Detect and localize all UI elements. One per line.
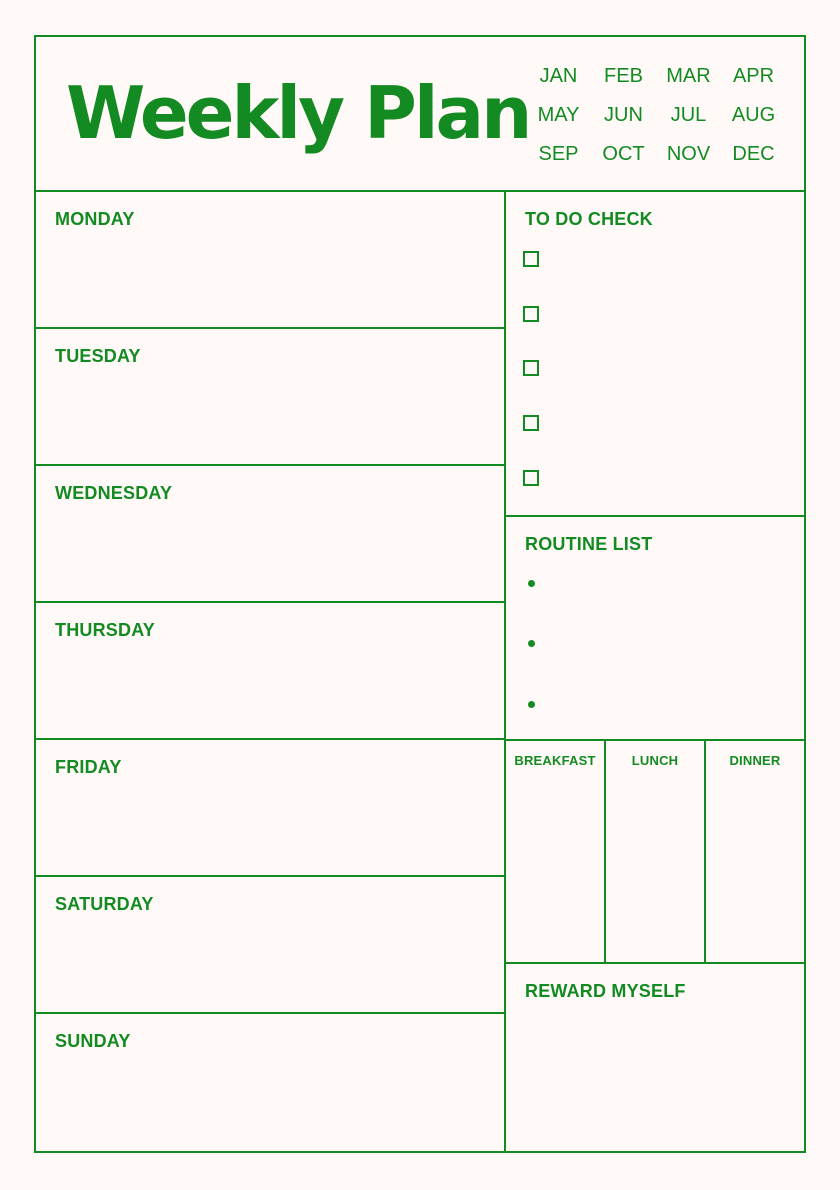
day-label: SATURDAY [55,894,154,914]
month-jan[interactable]: JAN [539,65,578,87]
day-monday[interactable] [36,192,504,329]
month-nov[interactable]: NOV [666,143,711,165]
todo-checkbox[interactable] [523,251,539,267]
todo-label: TO DO CHECK [525,209,653,229]
day-thursday[interactable] [36,603,504,740]
meal-label: DINNER [729,753,781,768]
todo-checkbox[interactable] [523,470,539,486]
todo-checkbox[interactable] [523,415,539,431]
month-dec[interactable]: DEC [732,143,775,165]
day-label: MONDAY [55,209,135,229]
month-apr[interactable]: APR [732,65,775,87]
month-aug[interactable]: AUG [731,104,776,126]
bullet-icon [528,701,535,708]
meals-section [506,741,804,964]
month-jun[interactable]: JUN [604,104,643,126]
todo-checkbox[interactable] [523,306,539,322]
reward-label: REWARD MYSELF [525,981,686,1001]
month-feb[interactable]: FEB [604,65,643,87]
header [36,37,804,192]
routine-label: ROUTINE LIST [525,534,653,554]
bullet-icon [528,580,535,587]
month-may[interactable]: MAY [537,104,580,126]
meal-lunch[interactable] [606,741,706,962]
page-title: Weekly Plan [66,71,530,155]
day-label: FRIDAY [55,757,122,777]
day-label: WEDNESDAY [55,483,173,503]
day-sunday[interactable] [36,1014,504,1151]
day-label: THURSDAY [55,620,155,640]
reward-section[interactable] [506,964,804,1151]
month-selector [526,63,786,180]
month-sep[interactable]: SEP [538,143,579,165]
meal-label: BREAKFAST [514,753,596,768]
planner-sheet [34,35,806,1153]
routine-section [506,517,804,741]
day-tuesday[interactable] [36,329,504,466]
meal-breakfast[interactable] [506,741,606,962]
month-oct[interactable]: OCT [602,143,645,165]
day-label: SUNDAY [55,1031,131,1051]
day-wednesday[interactable] [36,466,504,603]
day-label: TUESDAY [55,346,141,366]
todo-checkbox[interactable] [523,360,539,376]
meal-label: LUNCH [631,753,679,768]
todo-section [506,192,804,517]
month-mar[interactable]: MAR [666,65,711,87]
bullet-icon [528,640,535,647]
month-jul[interactable]: JUL [670,104,707,126]
day-friday[interactable] [36,740,504,877]
day-saturday[interactable] [36,877,504,1014]
right-column [506,192,804,1151]
meal-dinner[interactable] [706,741,804,962]
days-column [36,192,506,1151]
